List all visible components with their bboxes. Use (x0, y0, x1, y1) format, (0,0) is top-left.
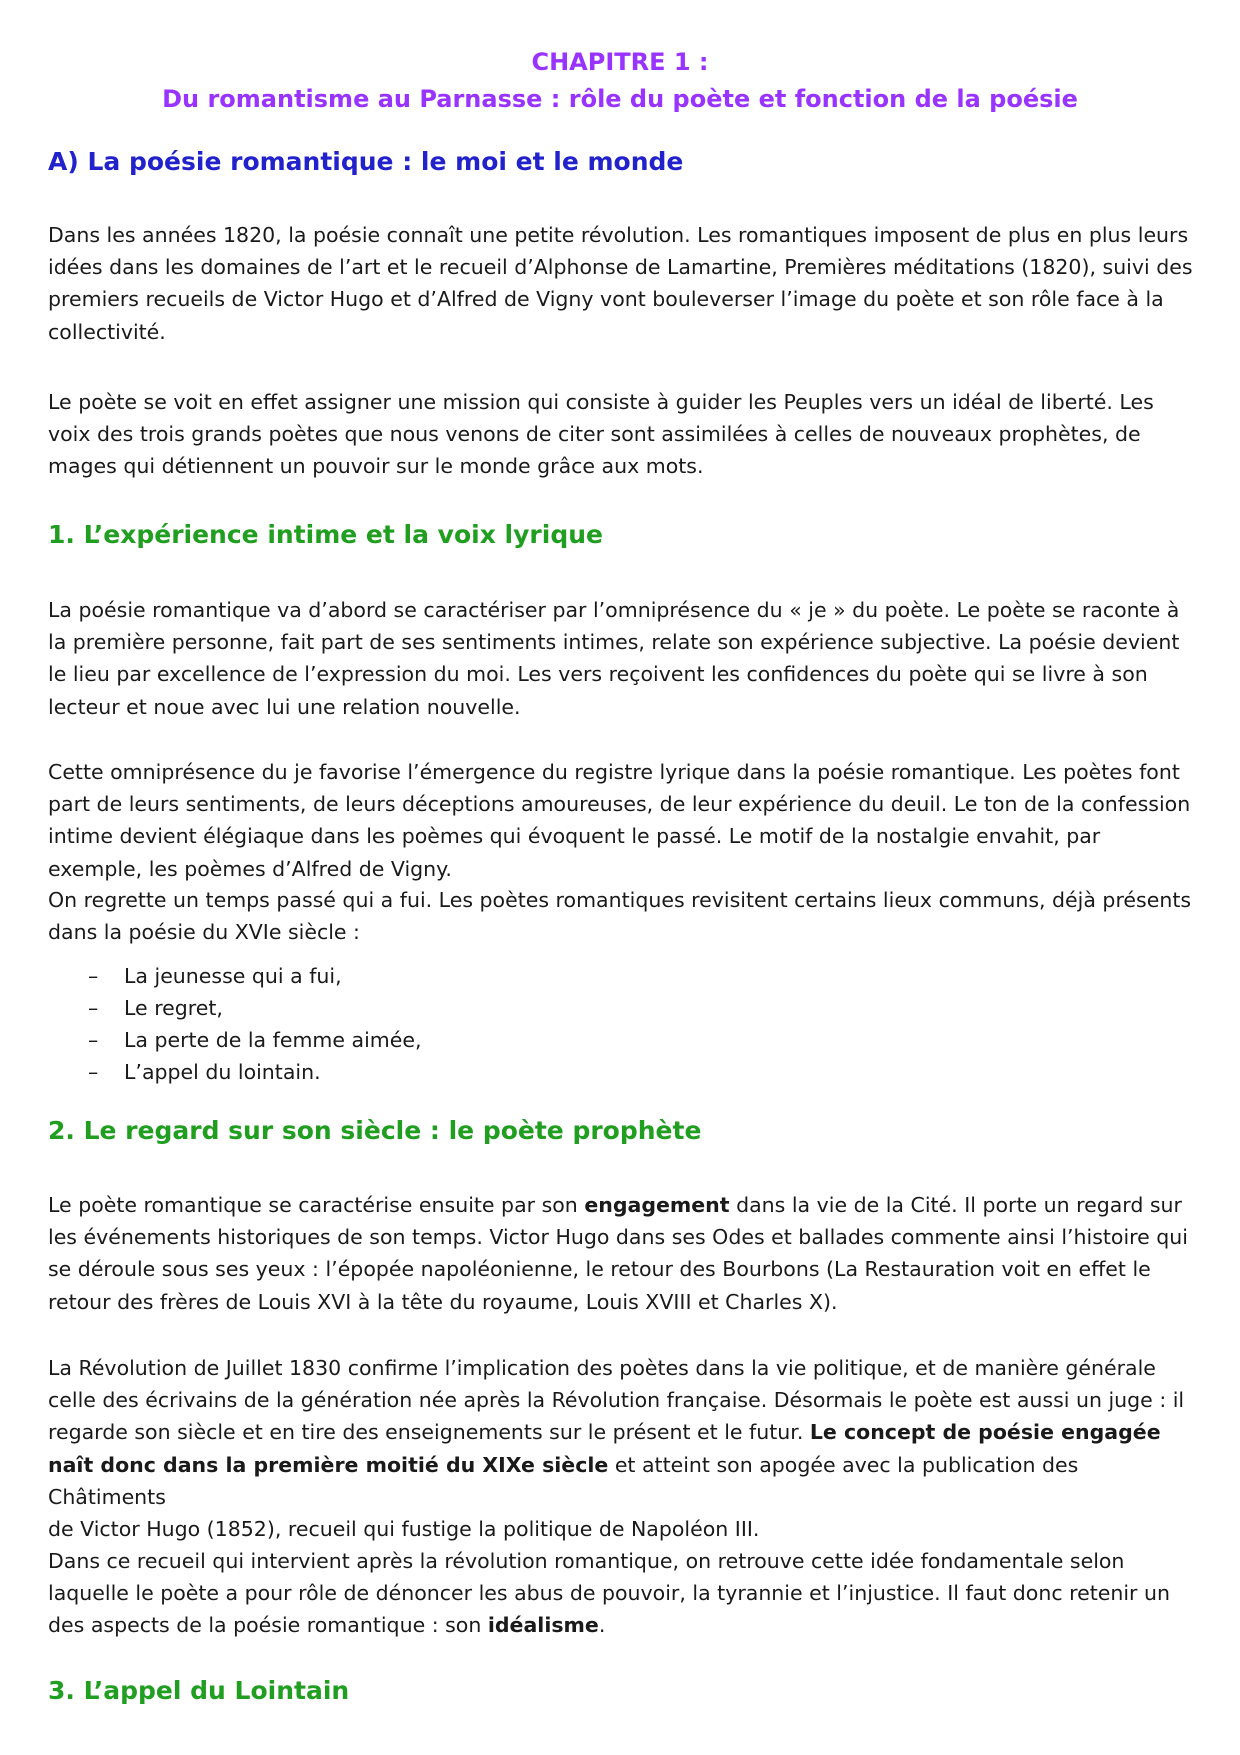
section-2-paragraph-4: Dans ce recueil qui intervient après la révolution romantique, on retrouve cette idée fondamentale selon laquelle le poète a pour rôle de dénoncer les abus de pouvoir, la tyrannie et l’injustice. Il faut donc retenir un des aspects de la poésie romantique : son idéalisme. (48, 1549, 1170, 1638)
list-item: – L’appel du lointain. (88, 1056, 422, 1088)
list-bullet: – (88, 1028, 99, 1052)
emphasis-poesie-engagee: Le concept de poésie engagée naît donc dans la première moitié du XIXe siècle (48, 1420, 1161, 1477)
section-a-paragraph-2: Le poète se voit en effet assigner une mission qui consiste à guider les Peuples vers un idéal de liberté. Les voix des trois grands poètes que nous venons de citer sont assimilées à celles de nouveaux prophètes, de mages qui détiennent un pouvoir sur le monde grâce aux mots. (48, 390, 1154, 479)
section-1-paragraph-3: On regrette un temps passé qui a fui. Les poètes romantiques revisitent certains lieux communs, déjà présents dans la poésie du XVIe siècle : (48, 888, 1192, 945)
list-bullet: – (88, 1060, 99, 1084)
section-2-paragraph-2: La Révolution de Juillet 1830 confirme l’implication des poètes dans la vie politique, et de manière générale celle des écrivains de la génération née après la Révolution française. Désormais le poète est aussi un juge : il regarde son siècle et en tire des enseignements sur le présent et le futur. Le concept de poésie engagée naît donc dans la première moitié du XIXe siècle et atteint son apogée avec la publication des Châtiments (48, 1356, 1185, 1509)
section-1-heading: 1. L’expérience intime et la voix lyrique (48, 520, 603, 549)
section-3-heading: 3. L’appel du Lointain (48, 1676, 350, 1705)
list-bullet: – (88, 964, 99, 988)
lieux-communs-list (88, 960, 422, 1088)
section-2-heading: 2. Le regard sur son siècle : le poète prophète (48, 1116, 702, 1145)
list-item: – La jeunesse qui a fui, (88, 960, 422, 992)
section-a-paragraph-1: Dans les années 1820, la poésie connaît une petite révolution. Les romantiques imposent de plus en plus leurs idées dans les domaines de l’art et le recueil d’Alphonse de Lamartine, Premières méditations (1820), suivi des premiers recueils de Victor Hugo et d’Alfred de Vigny vont bouleverser l’image du poète et son rôle face à la collectivité. (48, 223, 1193, 344)
section-2-paragraph-1: Le poète romantique se caractérise ensuite par son engagement dans la vie de la Cité. Il porte un regard sur les événements historiques de son temps. Victor Hugo dans ses Odes et ballades commente ainsi l’histoire qui se déroule sous ses yeux : l’épopée napoléonienne, le retour des Bourbons (La Restauration voit en effet le retour des frères de Louis XVI à la tête du royaume, Louis XVIII et Charles X). (48, 1193, 1188, 1314)
chapter-subtitle: Du romantisme au Parnasse : rôle du poète et fonction de la poésie (162, 85, 1078, 113)
list-item: – La perte de la femme aimée, (88, 1024, 422, 1056)
list-item: – Le regret, (88, 992, 422, 1024)
section-1-paragraph-1: La poésie romantique va d’abord se caractériser par l’omniprésence du « je » du poète. Le poète se raconte à la première personne, fait part de ses sentiments intimes, relate son expérience subjective. La poésie devient le lieu par excellence de l’expression du moi. Les vers reçoivent les confidences du poète qui se livre à son lecteur et noue avec lui une relation nouvelle. (48, 598, 1180, 719)
section-2-paragraph-3: de Victor Hugo (1852), recueil qui fustige la politique de Napoléon III. (48, 1517, 760, 1541)
emphasis-engagement: engagement (584, 1193, 730, 1217)
list-bullet: – (88, 996, 99, 1020)
section-a-heading: A) La poésie romantique : le moi et le monde (48, 147, 684, 176)
chapter-title: CHAPITRE 1 : (531, 48, 709, 76)
section-1-paragraph-2: Cette omniprésence du je favorise l’émergence du registre lyrique dans la poésie romantique. Les poètes font part de leurs sentiments, de leurs déceptions amoureuses, de leur expérience du deuil. Le ton de la confession intime devient élégiaque dans les poèmes qui évoquent le passé. Le motif de la nostalgie envahit, par exemple, les poèmes d’Alfred de Vigny. (48, 760, 1191, 881)
emphasis-idealisme: idéalisme (487, 1613, 599, 1638)
